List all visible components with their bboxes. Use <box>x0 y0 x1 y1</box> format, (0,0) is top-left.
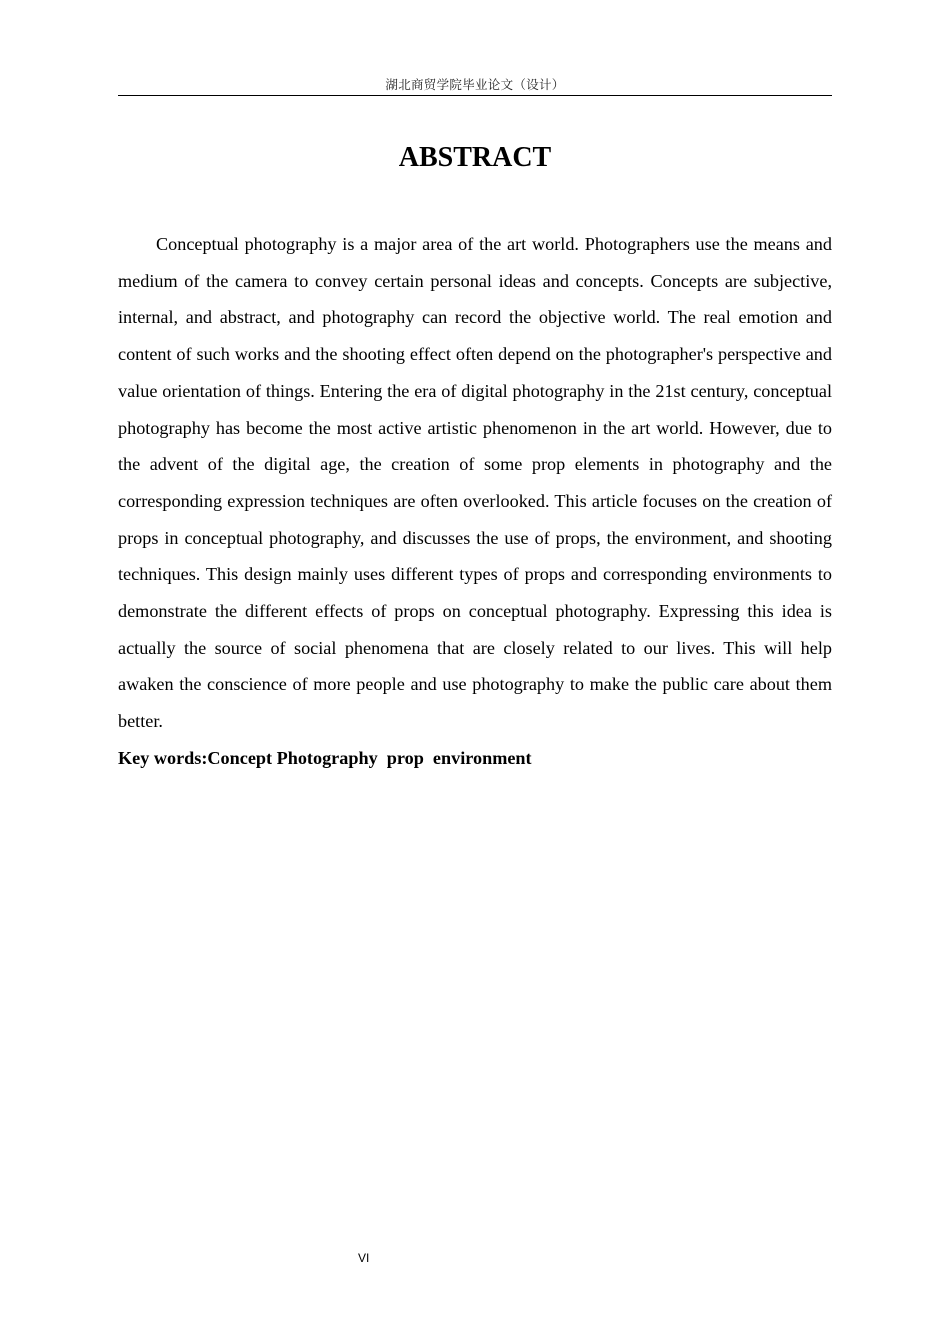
page-number: VI <box>358 1251 370 1265</box>
keywords-line: Key words:Concept Photography prop environment <box>118 748 532 768</box>
abstract-title: ABSTRACT <box>398 142 552 173</box>
page-header <box>118 76 832 96</box>
header-text: 湖北商贸学院毕业论文（设计） <box>385 77 565 92</box>
abstract-body: Conceptual photography is a major area of the art world. Photographers use the means and medium of the camera to convey certain personal ideas and concepts. Concepts are subjective, internal, and abstract, and photography can record the objective world. The real emotion and content of such works and the shooting effect often depend on the photographer's perspective and value orientation of things. Entering the era of digital photography in the 21st century, conceptual photography has become the most active artistic phenomenon in the art world. However, due to the advent of the digital age, the creation of some prop elements in photography and the corresponding expression techniques are often overlooked. This article focuses on the creation of props in conceptual photography, and discusses the use of props, the environment, and shooting techniques. This design mainly uses different types of props and corresponding environments to demonstrate the different effects of props on conceptual photography. Expressing this idea is actually the source of social phenomena that are closely related to our lives. This will help awaken the conscience of more people and use photography to make the public care about them better. <box>118 234 832 732</box>
